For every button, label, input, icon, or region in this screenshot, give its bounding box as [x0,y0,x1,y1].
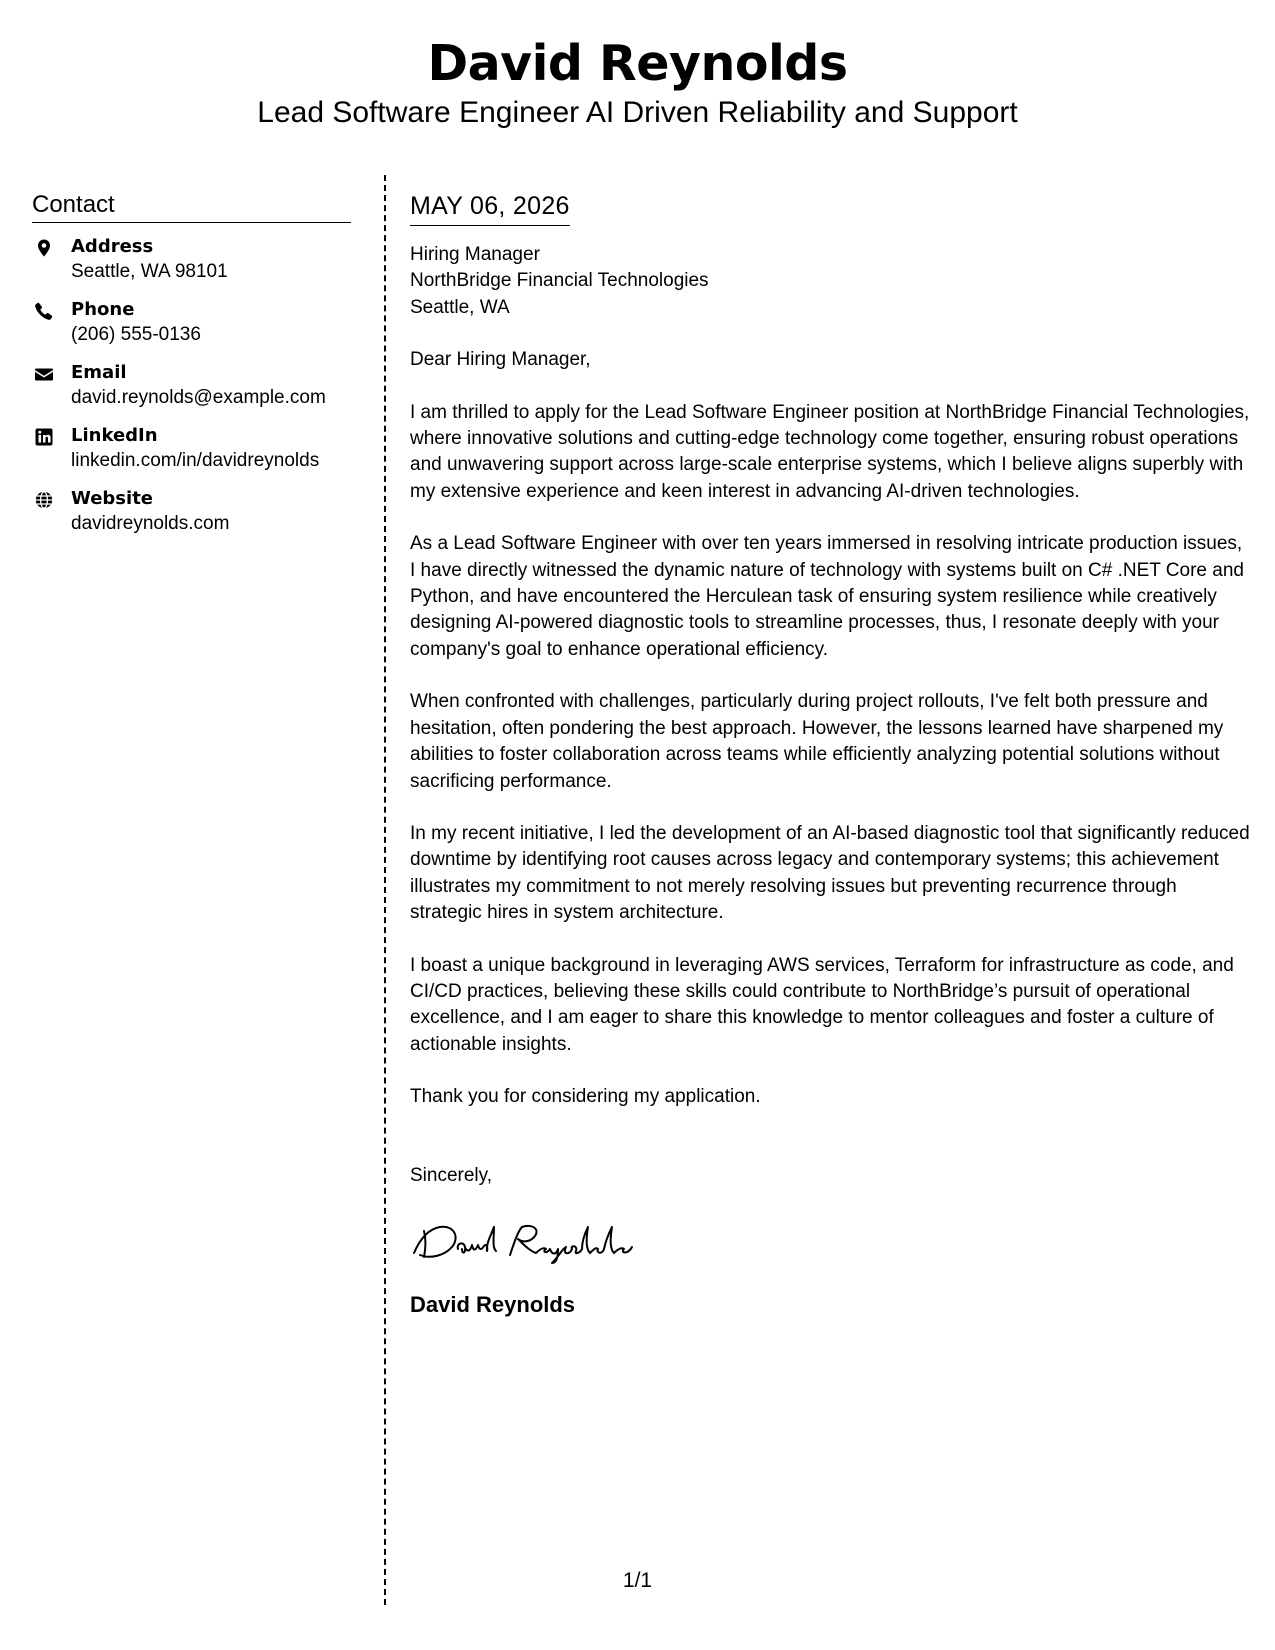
contact-item-address [32,235,351,298]
contact-value: (206) 555-0136 [71,324,201,345]
signed-name: David Reynolds [410,1291,576,1317]
contact-heading: Contact [32,190,351,223]
contact-label: Phone [71,299,135,320]
linkedin-icon [34,427,54,447]
cover-letter-body [410,190,1250,1319]
contact-value: david.reynolds@example.com [71,387,326,408]
recipient-line: NorthBridge Financial Technologies [410,270,709,292]
contact-label: Website [71,488,154,509]
recipient-block [410,242,1250,321]
contact-label: Address [71,236,154,257]
phone-icon [34,301,54,321]
applicant-title: Lead Software Engineer AI Driven Reliability and Support [257,96,1018,129]
closing-line: Sincerely, [410,1164,493,1186]
contact-item-phone [32,298,351,361]
contact-sidebar [32,190,351,550]
signature-drawing [410,1219,640,1265]
handwritten-signature [410,1219,1250,1265]
globe-icon [34,490,54,510]
recipient-line: Hiring Manager [410,244,540,265]
contact-value: linkedin.com/in/davidreynolds [71,450,320,471]
body-paragraph: In my recent initiative, I led the development of an AI-based diagnostic tool that significantly reduced downtime by identifying root causes across legacy and contemporary systems; this achievement illustrates my commitment to not merely resolving issues but preventing recurrence through strategic hires in system architecture. [410,822,1250,924]
contact-item-website [32,487,351,550]
thank-you-line: Thank you for considering my application. [410,1086,761,1108]
body-paragraph: As a Lead Software Engineer with over ten years immersed in resolving intricate production issues, I have directly witnessed the dynamic nature of technology with systems built on C# .NET Core and Python, and have encountered the Herculean task of ensuring system resilience while creatively designing AI-powered diagnostic tools to streamline processes, thus, I resonate deeply with your company's goal to enhance operational efficiency. [410,533,1244,660]
page-number [0,1568,1275,1594]
map-pin-icon [34,238,54,258]
column-divider [384,175,386,1605]
contact-item-email [32,361,351,424]
body-paragraph: I boast a unique background in leveraging AWS services, Terraform for infrastructure as code, and CI/CD practices, believing these skills could contribute to NorthBridge’s pursuit of operational excellence, and I am eager to share this knowledge to mentor colleagues and foster a culture of actionable insights. [410,954,1234,1055]
page-number-text: 1/1 [622,1569,653,1592]
contact-label: Email [71,362,127,383]
contact-value: davidreynolds.com [71,513,230,534]
contact-label: LinkedIn [71,425,158,446]
contact-item-linkedin [32,424,351,487]
contact-list [32,235,351,550]
body-paragraph: When confronted with challenges, particularly during project rollouts, I've felt both pressure and hesitation, often pondering the best approach. However, the lessons learned have sharpened my abilities to foster collaboration across teams while efficiently analyzing potential solutions without sacrificing performance. [410,691,1224,792]
letter-date: MAY 06, 2026 [410,190,570,226]
envelope-icon [34,364,54,384]
resume-header [0,34,1275,132]
body-paragraph: I am thrilled to apply for the Lead Software Engineer position at NorthBridge Financial Technologies, where innovative solutions and cutting-edge technology come together, ensuring robust operations and unwavering support across large-scale enterprise systems, which I believe aligns superbly with my extensive experience and keen interest in advancing AI-driven technologies. [410,401,1250,502]
greeting: Dear Hiring Manager, [410,349,591,371]
recipient-line: Seattle, WA [410,296,510,318]
applicant-name: David Reynolds [427,35,848,92]
contact-value: Seattle, WA 98101 [71,261,228,282]
